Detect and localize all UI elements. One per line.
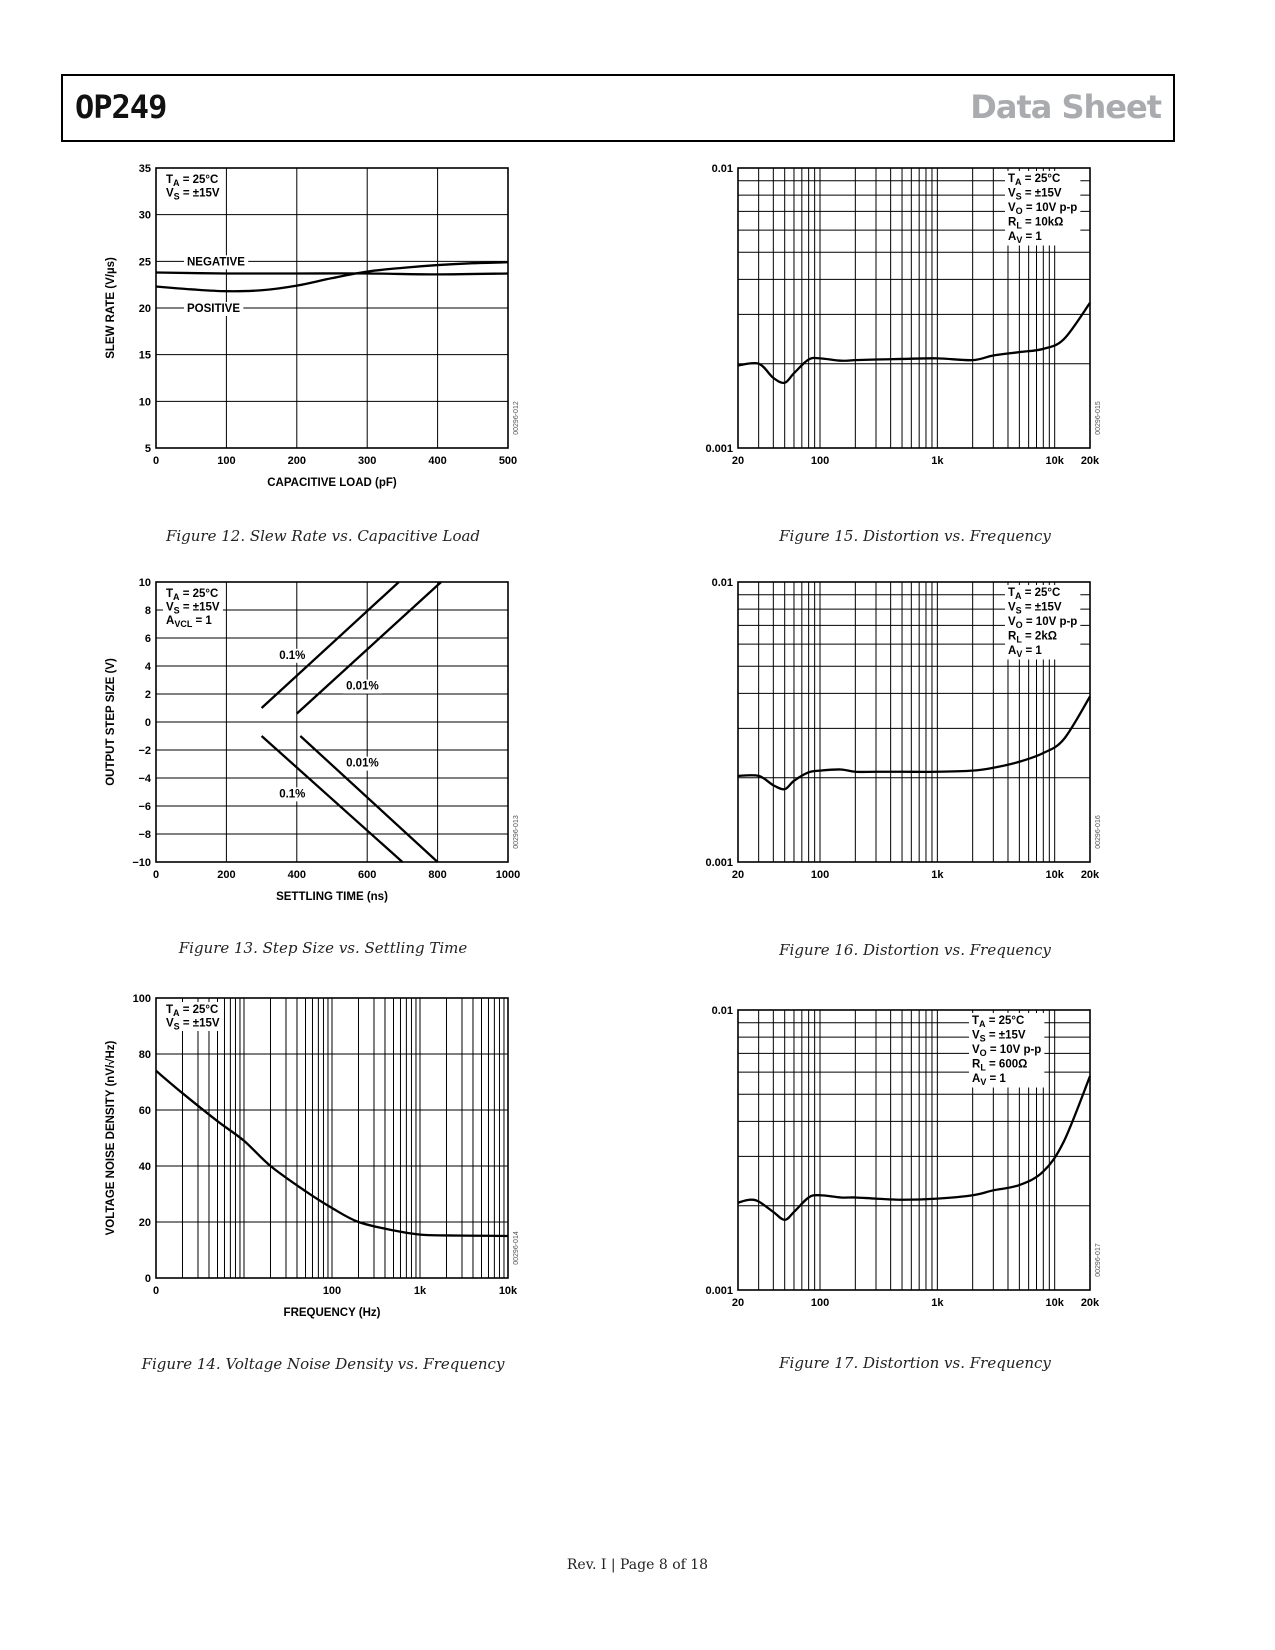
figure-13-caption: Figure 13. Step Size vs. Settling Time: [178, 939, 468, 957]
x-tick-label: 20k: [1080, 455, 1100, 467]
x-tick-label: 1000: [495, 869, 521, 881]
x-tick-label: 0: [152, 869, 160, 881]
conditions-annotation: [163, 172, 223, 202]
x-tick-label: 100: [810, 869, 830, 881]
annotation-line-0: $T_A = 25^\circ C$: [166, 588, 219, 602]
series-line-0: [156, 273, 508, 275]
part-number: OP249: [75, 88, 167, 126]
y-tick-label: 0.01: [711, 1005, 733, 1017]
y-tick-label: 0.001: [705, 443, 733, 455]
figure-code: 00296-013: [513, 815, 520, 849]
x-tick-label: 100: [810, 1297, 830, 1309]
x-tick-label: 800: [428, 869, 447, 881]
annotation-line-2: $A_{VCL} = 1$: [166, 615, 212, 629]
x-tick-label: 0: [152, 1285, 160, 1297]
figure-13: [98, 577, 548, 937]
annotation-line-0: $T_A = 25^\circ C$: [1008, 173, 1061, 187]
page-footer: Rev. I | Page 8 of 18: [566, 1557, 709, 1573]
page-header: [61, 74, 1175, 142]
y-tick-label: 5: [144, 443, 151, 455]
y-tick-label: −8: [138, 829, 151, 841]
y-tick-label: 0: [144, 717, 151, 729]
curve-label-0: NEGATIVE: [186, 256, 245, 269]
y-tick-label: 10: [138, 396, 151, 409]
x-tick-label: 100: [217, 455, 236, 467]
annotation-line-1: $V_S = \pm 15V$: [1008, 187, 1062, 202]
curve-label-0: 0.1%: [279, 649, 306, 662]
annotation-line-4: $A_V = 1$: [972, 1073, 1006, 1087]
y-tick-label: 2: [144, 689, 151, 701]
annotation-line-2: $V_O = 10V$ p-p: [1008, 616, 1078, 630]
y-tick-label: 0.01: [711, 577, 733, 589]
annotation-line-2: $V_O = 10V$ p-p: [972, 1044, 1042, 1058]
x-tick-label: 600: [358, 869, 377, 881]
conditions-annotation: [1005, 171, 1080, 246]
annotation-line-1: $V_S = \pm 15V$: [166, 601, 220, 616]
y-tick-label: 25: [138, 256, 151, 269]
distortion-chart-15: [690, 163, 1130, 503]
x-tick-label: 400: [287, 869, 306, 881]
voltage-noise-chart: [98, 993, 548, 1353]
y-tick-label: 0.01: [711, 163, 733, 175]
annotation-line-1: $V_S = \pm 15V$: [166, 187, 220, 202]
y-tick-label: 15: [138, 349, 151, 362]
annotation-line-0: $T_A = 25^\circ C$: [166, 174, 219, 188]
figure-code: 00296-014: [513, 1231, 520, 1265]
annotation-line-0: $T_A = 25^\circ C$: [166, 1004, 219, 1018]
x-tick-label: 20: [731, 1297, 745, 1309]
series-line-0: [738, 1076, 1090, 1220]
annotation-line-3: $R_L = 10k\Omega$: [1008, 216, 1064, 231]
x-tick-label: 10k: [1045, 455, 1064, 467]
figure-17: [690, 1005, 1130, 1345]
figure-14-caption: Figure 14. Voltage Noise Density vs. Frequency: [141, 1355, 505, 1373]
y-tick-label: 30: [138, 209, 151, 222]
x-tick-label: 200: [287, 455, 306, 467]
y-axis-label: OUTPUT STEP SIZE (V): [105, 658, 117, 786]
y-tick-label: 100: [132, 993, 151, 1005]
y-axis-label: VOLTAGE NOISE DENSITY (nV/√Hz): [105, 1040, 117, 1236]
x-axis-label: FREQUENCY (Hz): [283, 1307, 381, 1319]
annotation-line-1: $V_S = \pm 15V$: [166, 1017, 220, 1032]
distortion-chart-16: [690, 577, 1130, 917]
annotation-line-4: $A_V = 1$: [1008, 645, 1042, 659]
series-line-3: [300, 736, 437, 862]
x-tick-label: 20k: [1080, 1297, 1100, 1309]
x-tick-label: 400: [428, 455, 447, 467]
curve-label-2: 0.01%: [346, 757, 379, 770]
x-tick-label: 20k: [1080, 869, 1100, 881]
y-tick-label: 0.001: [705, 857, 733, 869]
y-tick-label: 8: [144, 605, 151, 617]
series-line-0: [738, 697, 1090, 790]
y-tick-label: 60: [138, 1105, 151, 1117]
y-tick-label: −10: [132, 857, 151, 869]
y-tick-label: −2: [138, 745, 151, 757]
doc-type: Data Sheet: [970, 88, 1161, 126]
curve-label-1: 0.01%: [346, 680, 379, 693]
x-axis-label: CAPACITIVE LOAD (pF): [267, 477, 397, 489]
curve-label-1: POSITIVE: [186, 303, 241, 315]
conditions-annotation: [1005, 585, 1080, 660]
annotation-line-1: $V_S = \pm 15V$: [1008, 601, 1062, 616]
y-tick-label: 20: [138, 303, 151, 315]
x-tick-label: 10k: [1045, 869, 1064, 881]
annotation-line-0: $T_A = 25^\circ C$: [972, 1015, 1025, 1029]
x-tick-label: 0: [152, 455, 160, 467]
figure-16-caption: Figure 16. Distortion vs. Frequency: [779, 941, 1051, 959]
x-tick-label: 200: [217, 869, 236, 881]
y-tick-label: 0: [144, 1273, 151, 1285]
annotation-line-3: $R_L = 2k\Omega$: [1008, 630, 1057, 645]
y-tick-label: −6: [138, 801, 151, 813]
y-tick-label: −4: [138, 773, 151, 785]
distortion-chart-17: [690, 1005, 1130, 1345]
figure-16: [690, 577, 1130, 917]
x-tick-label: 10k: [498, 1285, 518, 1297]
x-axis-label: SETTLING TIME (ns): [276, 891, 388, 903]
y-tick-label: 6: [144, 633, 151, 645]
x-tick-label: 10k: [1045, 1297, 1064, 1309]
annotation-line-0: $T_A = 25^\circ C$: [1008, 587, 1061, 601]
figure-15: [690, 163, 1130, 503]
figure-code: 00296-017: [1095, 1243, 1102, 1277]
curve-label-3: 0.1%: [279, 788, 306, 801]
figure-code: 00296-015: [1095, 401, 1102, 435]
annotation-line-3: $R_L = 600\Omega$: [972, 1058, 1028, 1073]
conditions-annotation: [163, 586, 223, 629]
figure-15-caption: Figure 15. Distortion vs. Frequency: [779, 527, 1051, 545]
x-tick-label: 1k: [931, 1297, 944, 1309]
y-tick-label: 20: [138, 1217, 151, 1229]
x-tick-label: 300: [358, 455, 377, 467]
y-tick-label: 80: [138, 1049, 151, 1061]
y-tick-label: 0.001: [705, 1285, 733, 1297]
y-tick-label: 40: [138, 1161, 151, 1173]
figure-12-caption: Figure 12. Slew Rate vs. Capacitive Load: [165, 527, 481, 545]
y-tick-label: 35: [138, 163, 151, 175]
annotation-line-4: $A_V = 1$: [1008, 231, 1042, 245]
conditions-annotation: [163, 1002, 223, 1032]
step-size-chart: [98, 577, 548, 937]
conditions-annotation: [969, 1013, 1044, 1088]
x-tick-label: 1k: [931, 455, 944, 467]
figure-code: 00296-012: [513, 401, 520, 435]
figure-12: [98, 163, 548, 523]
y-axis-label: SLEW RATE (V/µs): [105, 257, 117, 359]
x-tick-label: 1k: [413, 1285, 427, 1297]
x-tick-label: 500: [498, 455, 518, 467]
y-tick-label: 10: [138, 577, 151, 589]
x-tick-label: 20: [731, 455, 745, 467]
x-tick-label: 1k: [931, 869, 944, 881]
x-tick-label: 100: [322, 1285, 342, 1297]
y-tick-label: 4: [144, 661, 151, 673]
x-tick-label: 100: [810, 455, 830, 467]
x-tick-label: 20: [731, 869, 745, 881]
figure-14: [98, 993, 548, 1353]
annotation-line-2: $V_O = 10V$ p-p: [1008, 202, 1078, 216]
figure-17-caption: Figure 17. Distortion vs. Frequency: [779, 1354, 1051, 1372]
slew-rate-chart: [98, 163, 548, 523]
annotation-line-1: $V_S = \pm 15V$: [972, 1029, 1026, 1044]
figure-code: 00296-016: [1095, 815, 1102, 849]
